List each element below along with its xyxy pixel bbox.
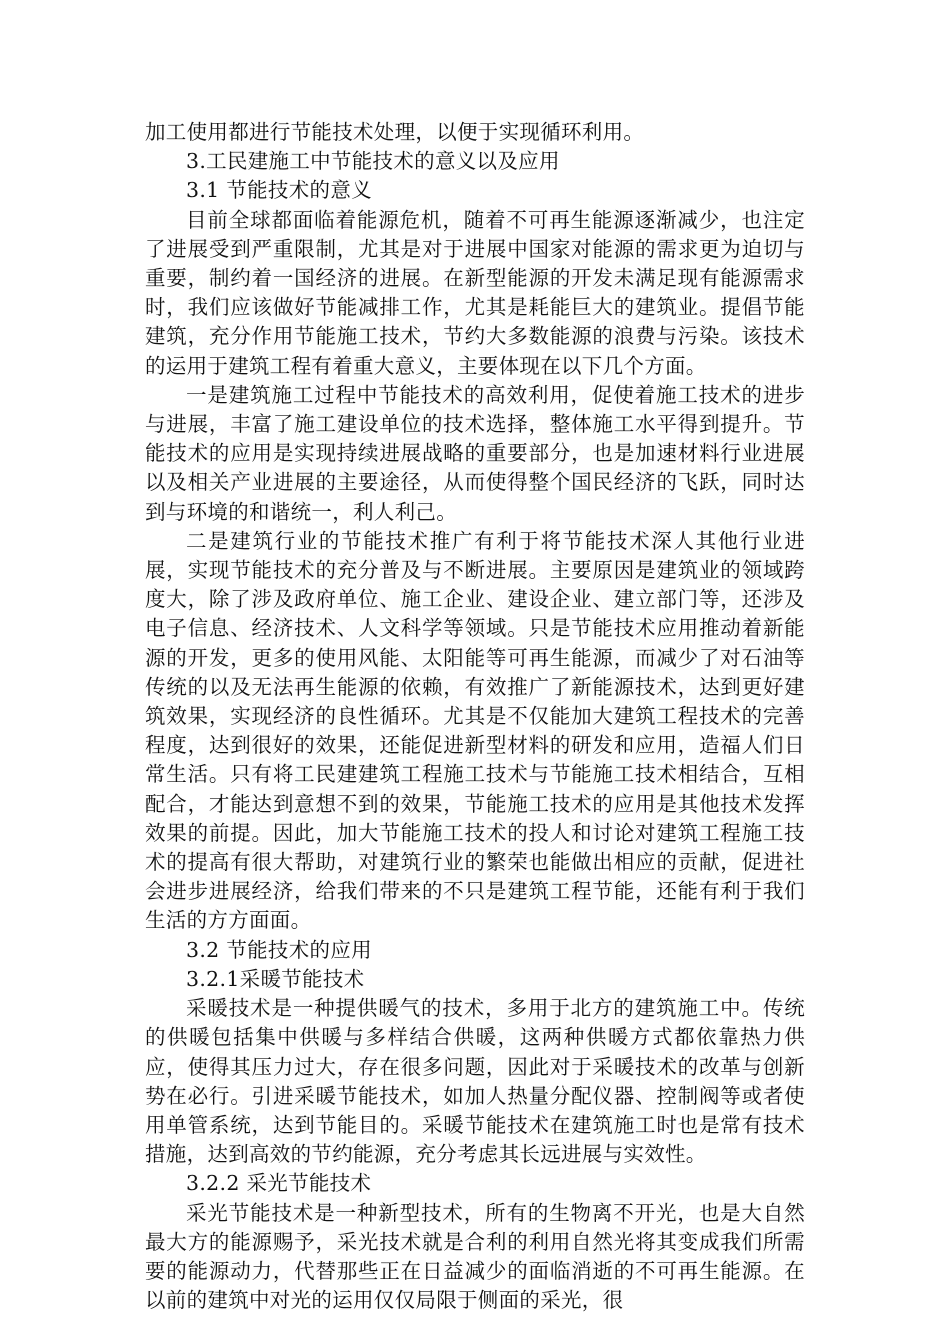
section-heading-3-2: 3.2 节能技术的应用 [186, 937, 372, 962]
paragraph-point-one: 一是建筑施工过程中节能技术的高效利用，促使着施工技术的进步与进展，丰富了施工建设单位的技术选择，整体施工水平得到提升。节能技术的应用是实现持续进展战略的重要部分，也是加速材料行业进展以及相关产业进展的主要途径，从而使得整个国民经济的飞跃，同时达到与环境的和谐统一，利人利己。 [145, 382, 805, 524]
section-heading-3-2-1: 3.2.1采暖节能技术 [186, 966, 365, 991]
paragraph-continuation: 加工使用都进行节能技术处理，以便于实现循环利用。 [145, 120, 645, 144]
paragraph-energy-crisis: 目前全球都面临着能源危机，随着不可再生能源逐渐减少，也注定了进展受到严重限制，尤其是对于进展中国家对能源的需求更为迫切与重要，制约着一国经济的进展。在新型能源的开发未满足现有能源需求时，我们应该做好节能减排工作，尤其是耗能巨大的建筑业。提倡节能建筑，充分作用节能施工技术，节约大多数能源的浪费与污染。该技术的运用于建筑工程有着重大意义，主要体现在以下几个方面。 [145, 207, 805, 378]
document-page [145, 118, 805, 1315]
paragraph-heating: 采暖技术是一种提供暖气的技术，多用于北方的建筑施工中。传统的供暖包括集中供暖与多样结合供暖，这两种供暖方式都依靠热力供应，使得其压力过大，存在很多问题，因此对于采暖技术的改革与创新势在必行。引进采暖节能技术，如加人热量分配仪器、控制阀等或者使用单管系统，达到节能目的。采暖节能技术在建筑施工时也是常有技术措施，达到高效的节约能源，充分考虑其长远进展与实效性。 [145, 996, 805, 1167]
section-heading-3-2-2: 3.2.2 采光节能技术 [186, 1171, 372, 1196]
paragraph-lighting: 采光节能技术是一种新型技术，所有的生物离不开光，也是大自然最大方的能源赐予，采光技术就是合利的利用自然光将其变成我们所需要的能源动力，代替那些正在日益减少的面临消逝的不可再生能源。在以前的建筑中对光的运用仅仅局限于侧面的采光，很 [145, 1200, 805, 1313]
section-heading-3-1: 3.1 节能技术的意义 [186, 178, 372, 203]
section-heading-3: 3.工民建施工中节能技术的意义以及应用 [186, 149, 560, 174]
paragraph-point-two: 二是建筑行业的节能技术推广有利于将节能技术深人其他行业进展，实现节能技术的充分普及与不断进展。主要原因是建筑业的领域跨度大，除了涉及政府单位、施工企业、建设企业、建立部门等，还涉及电子信息、经济技术、人文科学等领域。只是节能技术应用推动着新能源的开发，更多的使用风能、太阳能等可再生能源，而减少了对石油等传统的以及无法再生能源的依赖，有效推广了新能源技术，达到更好建筑效果，实现经济的良性循环。尤其是不仅能加大建筑工程技术的完善程度，达到很好的效果，还能促进新型材料的研发和应用，造福人们日常生活。只有将工民建建筑工程施工技术与节能施工技术相结合，互相配合，才能达到意想不到的效果，节能施工技术的应用是其他技术发挥效果的前提。因此，加大节能施工技术的投人和讨论对建筑工程施工技术的提高有很大帮助，对建筑行业的繁荣也能做出相应的贡献，促进社会进步进展经济，给我们带来的不只是建筑工程节能，还能有利于我们生活的方方面面。 [145, 528, 805, 933]
